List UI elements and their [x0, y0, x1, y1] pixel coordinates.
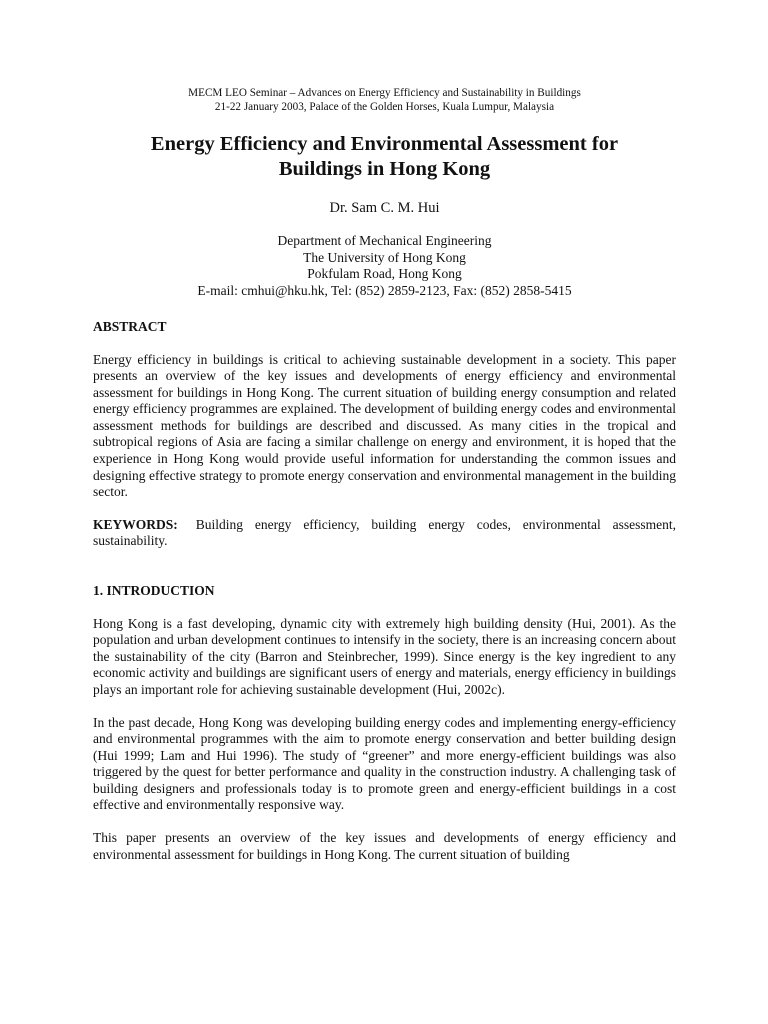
introduction-paragraph-3: This paper presents an overview of the key issues and developments of energy efficiency and environmental assessment for buildings in Hong Kong. The current situation of building — [93, 830, 676, 862]
address: Pokfulam Road, Hong Kong — [307, 266, 462, 281]
keywords-paragraph — [93, 517, 676, 550]
abstract-heading: ABSTRACT — [93, 319, 167, 334]
paper-title-line-1: Energy Efficiency and Environmental Assessment for — [150, 133, 619, 155]
introduction-paragraph-1: Hong Kong is a fast developing, dynamic city with extremely high building density (Hui, 2001). As the population and urban development continues to intensify in the society, there is an increasing concern about the sustainability of the city (Barron and Steinbrecher, 1999). Since energy is the key ingredient to any economic activity and buildings are significant users of energy and materials, energy efficiency in buildings plays an important role for achieving sustainable development (Hui, 2002c). — [93, 615, 676, 697]
seminar-date-venue: 21-22 January 2003, Palace of the Golden Horses, Kuala Lumpur, Malaysia — [214, 101, 555, 113]
abstract-text: Energy efficiency in buildings is critical to achieving sustainable development in a society. This paper presents an overview of the key issues and developments of energy efficiency and environmental assessment for buildings in Hong Kong. The current situation of building energy consumption and related energy efficiency programmes are explained. The development of building energy codes and environmental assessment methods for buildings are described and discussed. As many cities in the tropical and subtropical regions of Asia are facing a similar challenge on energy and environment, it is hoped that the experience in Hong Kong would provide useful information for understanding the common issues and designing effective strategy to promote energy conservation and environmental management in the building sector. — [93, 351, 676, 500]
department: Department of Mechanical Engineering — [277, 233, 492, 248]
paper-title — [93, 132, 676, 182]
seminar-header — [93, 86, 676, 114]
author-name: Dr. Sam C. M. Hui — [329, 200, 440, 216]
affiliation-block — [93, 233, 676, 299]
contact-info: E-mail: cmhui@hku.hk, Tel: (852) 2859-2123, Fax: (852) 2858-5415 — [197, 282, 572, 298]
university: The University of Hong Kong — [303, 249, 466, 265]
introduction-heading: 1. INTRODUCTION — [93, 583, 215, 599]
keywords-text: Building energy efficiency, building energy codes, environmental assessment, sustainability. — [93, 516, 676, 549]
keywords-label: KEYWORDS: — [93, 516, 178, 532]
paper-title-line-2: Buildings in Hong Kong — [278, 158, 491, 180]
introduction-paragraph-2: In the past decade, Hong Kong was developing building energy codes and implementing energy-efficiency and environmental programmes with the aim to promote energy conservation and better building design (Hui 1999; Lam and Hui 1996). The study of “greener” and more energy-efficient buildings was also triggered by the quest for better performance and quality in the construction industry. A challenging task of building designers and professionals today is to promote green and energy-efficient buildings in a cost effective and environmentally responsive way. — [93, 714, 676, 813]
paper-page — [93, 86, 676, 863]
seminar-title: MECM LEO Seminar – Advances on Energy Efficiency and Sustainability in Buildings — [188, 87, 581, 99]
